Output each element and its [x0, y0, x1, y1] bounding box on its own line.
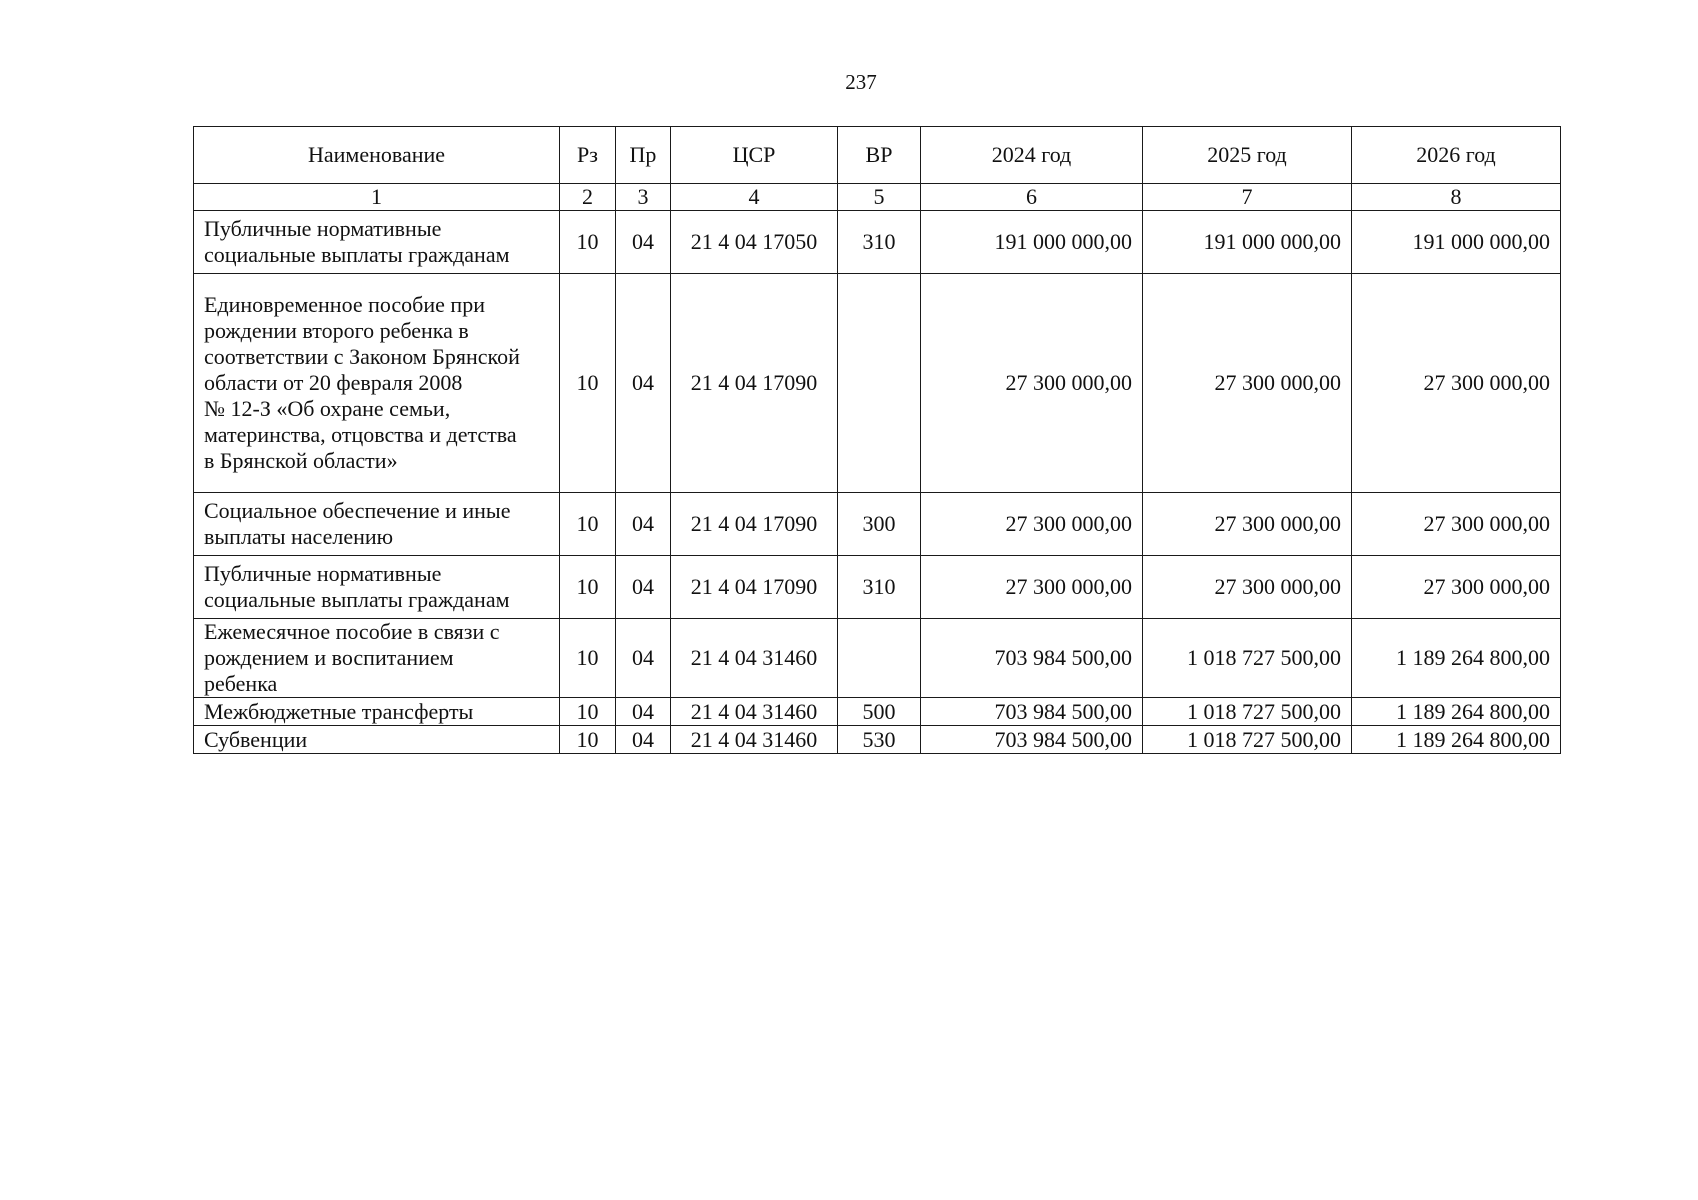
amount-2026-cell: 27 300 000,00 — [1352, 493, 1561, 556]
header-name: Наименование — [194, 127, 560, 184]
row-name-line: в Брянской области» — [204, 448, 398, 473]
amount-2025-cell: 1 018 727 500,00 — [1143, 698, 1352, 726]
amount-2025-cell: 191 000 000,00 — [1143, 211, 1352, 274]
pr-cell: 04 — [616, 726, 671, 754]
table-row — [194, 274, 1561, 493]
row-name-line: соответствии с Законом Брянской — [204, 344, 520, 369]
rz-cell: 10 — [560, 274, 616, 493]
row-name-line: Социальное обеспечение и иные — [204, 498, 511, 523]
csr-cell: 21 4 04 17090 — [671, 274, 838, 493]
header-rz: Рз — [560, 127, 616, 184]
csr-cell: 21 4 04 17090 — [671, 493, 838, 556]
csr-cell: 21 4 04 17090 — [671, 556, 838, 619]
amount-2025-cell: 1 018 727 500,00 — [1143, 726, 1352, 754]
table-row — [194, 211, 1561, 274]
table-row — [194, 726, 1561, 754]
row-name-cell — [194, 274, 560, 493]
amount-2024-cell: 27 300 000,00 — [921, 493, 1143, 556]
row-name-line: рождении второго ребенка в — [204, 318, 469, 343]
rz-cell: 10 — [560, 726, 616, 754]
header-2024: 2024 год — [921, 127, 1143, 184]
amount-2024-cell: 703 984 500,00 — [921, 619, 1143, 698]
header-2025: 2025 год — [1143, 127, 1352, 184]
row-name-line: Межбюджетные трансферты — [204, 698, 474, 724]
column-number: 7 — [1143, 184, 1352, 211]
rz-cell: 10 — [560, 556, 616, 619]
amount-2024-cell: 27 300 000,00 — [921, 274, 1143, 493]
amount-2026-cell: 1 189 264 800,00 — [1352, 726, 1561, 754]
row-name-line: материнства, отцовства и детства — [204, 422, 517, 447]
vr-cell: 300 — [838, 493, 921, 556]
amount-2026-cell: 191 000 000,00 — [1352, 211, 1561, 274]
amount-2026-cell: 1 189 264 800,00 — [1352, 619, 1561, 698]
pr-cell: 04 — [616, 619, 671, 698]
row-name-line: Публичные нормативные — [204, 561, 442, 586]
row-name-line: Ежемесячное пособие в связи с — [204, 619, 500, 644]
pr-cell: 04 — [616, 698, 671, 726]
row-name-line: Публичные нормативные — [204, 216, 442, 241]
csr-cell: 21 4 04 17050 — [671, 211, 838, 274]
row-name-line: ребенка — [204, 671, 278, 696]
amount-2025-cell: 27 300 000,00 — [1143, 493, 1352, 556]
row-name-line: социальные выплаты гражданам — [204, 587, 510, 612]
vr-cell: 500 — [838, 698, 921, 726]
amount-2026-cell: 27 300 000,00 — [1352, 556, 1561, 619]
row-name-line: Субвенции — [204, 726, 308, 752]
row-name-cell — [194, 493, 560, 556]
column-number: 3 — [616, 184, 671, 211]
row-name-cell — [194, 698, 560, 726]
csr-cell: 21 4 04 31460 — [671, 698, 838, 726]
pr-cell: 04 — [616, 493, 671, 556]
row-name-cell — [194, 556, 560, 619]
table-row — [194, 556, 1561, 619]
pr-cell: 04 — [616, 556, 671, 619]
page-number: 237 — [845, 70, 877, 94]
header-pr: Пр — [616, 127, 671, 184]
pr-cell: 04 — [616, 211, 671, 274]
csr-cell: 21 4 04 31460 — [671, 619, 838, 698]
row-name-cell — [194, 619, 560, 698]
vr-cell: 310 — [838, 211, 921, 274]
column-number: 4 — [671, 184, 838, 211]
budget-table — [193, 126, 1561, 754]
header-2026: 2026 год — [1352, 127, 1561, 184]
amount-2024-cell: 27 300 000,00 — [921, 556, 1143, 619]
vr-cell: 530 — [838, 726, 921, 754]
amount-2026-cell: 27 300 000,00 — [1352, 274, 1561, 493]
rz-cell: 10 — [560, 619, 616, 698]
header-csr: ЦСР — [671, 127, 838, 184]
row-name-line: рождением и воспитанием — [204, 645, 454, 670]
amount-2024-cell: 703 984 500,00 — [921, 726, 1143, 754]
header-row — [194, 127, 1561, 184]
amount-2024-cell: 703 984 500,00 — [921, 698, 1143, 726]
rz-cell: 10 — [560, 211, 616, 274]
row-name-line: социальные выплаты гражданам — [204, 242, 510, 267]
table-row — [194, 698, 1561, 726]
row-name-cell — [194, 211, 560, 274]
amount-2025-cell: 27 300 000,00 — [1143, 274, 1352, 493]
rz-cell: 10 — [560, 698, 616, 726]
amount-2025-cell: 1 018 727 500,00 — [1143, 619, 1352, 698]
column-number: 6 — [921, 184, 1143, 211]
header-vr: ВР — [838, 127, 921, 184]
row-name-line: Единовременное пособие при — [204, 292, 485, 317]
amount-2026-cell: 1 189 264 800,00 — [1352, 698, 1561, 726]
pr-cell: 04 — [616, 274, 671, 493]
csr-cell: 21 4 04 31460 — [671, 726, 838, 754]
column-number-row — [194, 184, 1561, 211]
column-number: 2 — [560, 184, 616, 211]
column-number: 1 — [194, 184, 560, 211]
column-number: 8 — [1352, 184, 1561, 211]
table-row — [194, 619, 1561, 698]
table-row — [194, 493, 1561, 556]
vr-cell — [838, 619, 921, 698]
vr-cell: 310 — [838, 556, 921, 619]
rz-cell: 10 — [560, 493, 616, 556]
row-name-cell — [194, 726, 560, 754]
amount-2024-cell: 191 000 000,00 — [921, 211, 1143, 274]
row-name-line: выплаты населению — [204, 524, 394, 549]
row-name-line: области от 20 февраля 2008 — [204, 370, 463, 395]
vr-cell — [838, 274, 921, 493]
amount-2025-cell: 27 300 000,00 — [1143, 556, 1352, 619]
column-number: 5 — [838, 184, 921, 211]
row-name-line: № 12-З «Об охране семьи, — [204, 396, 451, 421]
